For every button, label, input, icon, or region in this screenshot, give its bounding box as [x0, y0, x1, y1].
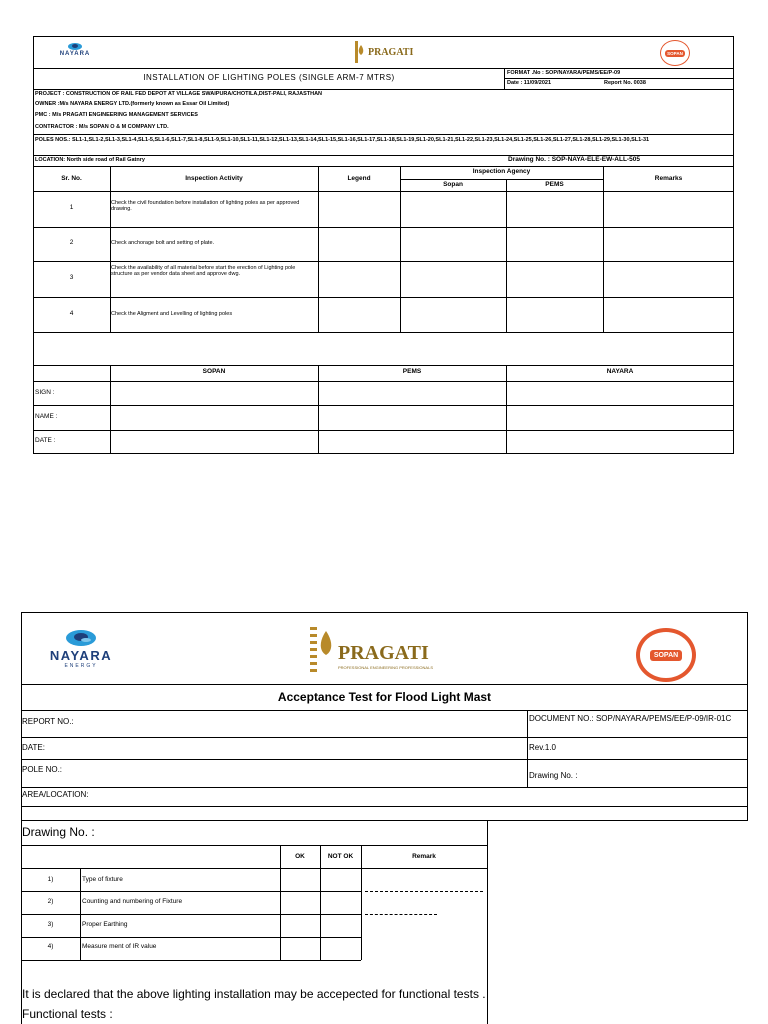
form2-drawing-no-right: Drawing No. : [529, 771, 578, 780]
form2-item-label: Measure ment of IR value [82, 943, 157, 950]
form2-item-label: Proper Earthing [82, 921, 128, 928]
form2-rev: Rev.1.0 [529, 743, 556, 752]
nayara-drop-icon [64, 628, 98, 648]
form2-header-remark: Remark [412, 853, 436, 860]
form1-date-label: DATE : [35, 437, 56, 444]
form1-row-activity: Check anchorage bolt and setting of plate. [111, 240, 215, 246]
form1-pmc: PMC : M/s PRAGATI ENGINEERING MANAGEMENT SERVICES [35, 112, 198, 118]
form2-item-label: Type of fixture [82, 876, 123, 883]
form1-owner: OWNER :M/s NAYARA ENERGY LTD.(formerly known as Essar Oil Limited) [35, 101, 230, 107]
form1-poles: POLES NOS.: SL1-1,SL1-2,SL1-3,SL1-4,SL1-5,SL1-6,SL1-7,SL1-8,SL1-9,SL1-10,SL1-11,SL1-12,SL1-13,SL1-14,SL1-15,SL1-16,SL1-17,SL1-18,SL1-19,SL1-20,SL1-21,SL1-22,SL1-23,SL1-24,SL1-25,SL1-26,SL1-27,SL1-28,SL1-29,SL1-30,SL1-31 [35, 137, 650, 143]
form1-row-activity: Check the Aligment and Levelling of lighting poles [111, 311, 233, 317]
form1-header-sopan: Sopan [443, 181, 463, 188]
form2-pole-no: POLE NO.: [22, 765, 63, 774]
form1-sign-header-pems: PEMS [402, 368, 422, 375]
form2-declaration: It is declared that the above lighting installation may be accepected for functional tests . [22, 987, 486, 1001]
form1-pragati-logo: PRAGATI [355, 41, 413, 63]
form1-header-activity: Inspection Activity [185, 175, 243, 182]
form2-report-no: REPORT NO.: [22, 717, 74, 726]
form1-sign-header-nayara: NAYARA [606, 368, 634, 375]
pragati-bars-icon [355, 41, 365, 63]
form1-header-pems: PEMS [545, 181, 564, 188]
form2-header-notok: NOT OK [327, 853, 354, 860]
form1-location: LOCATION: North side road of Rail Gatnry [35, 157, 145, 163]
form1-contractor: CONTRACTOR : M/s SOPAN O & M COMPANY LTD. [35, 124, 169, 130]
form1-row-activity: Check the availability of all material before start the erection of Lighting pole structure as per vendor data sheet and approve dwg. [111, 265, 296, 278]
form2-sopan-logo: SOPAN [636, 628, 696, 682]
form2-document-no: DOCUMENT NO.: SOP/NAYARA/PEMS/EE/P-09/IR-01C [529, 714, 732, 723]
form1-format-no: FORMAT .No : SOP/NAYARA/PEMS/EE/P-09 [507, 70, 621, 76]
form1-header-agency: Inspection Agency [472, 168, 531, 175]
form2-item-label: Counting and numbering of Fixture [82, 898, 183, 905]
form1-row-no: 1 [69, 204, 74, 211]
form2-drawing-no: Drawing No. : [22, 825, 95, 839]
form2-pragati-logo: PRAGATI PROFESSIONAL ENGINEERING PROFESSIONALS [310, 625, 433, 673]
form1-sopan-logo: SOPAN [660, 40, 690, 66]
form1-nayara-logo: NAYARA [58, 42, 92, 57]
nayara-drop-icon [67, 42, 83, 51]
form1-report-no: Report No. 0038 [604, 80, 646, 86]
form1-sign-header-sopan: SOPAN [202, 368, 226, 375]
form2-functional-tests: Functional tests : [22, 1007, 113, 1021]
form2-nayara-logo: NAYARA ENERGY [42, 628, 120, 669]
form2-date: DATE: [22, 743, 45, 752]
form1-header-legend: Legend [347, 175, 371, 182]
form1-sign-label: SIGN : [35, 389, 55, 396]
form1-date: Date : 11/09/2021 [507, 80, 552, 86]
form1-header-remarks: Remarks [654, 175, 683, 182]
form2-header-ok: OK [295, 853, 305, 860]
pragati-bars-icon [310, 625, 334, 673]
form2-title: Acceptance Test for Flood Light Mast [277, 690, 492, 704]
form2-item-no: 1) [47, 876, 54, 883]
form1-row-activity: Check the civil foundation before installation of lighting poles as per approved drawing. [111, 200, 300, 213]
form1-name-label: NAME : [35, 413, 58, 420]
form2-item-no: 3) [47, 921, 54, 928]
form1-row-no: 3 [69, 274, 74, 281]
form2-area: AREA/LOCATION: [22, 790, 89, 799]
form2-item-no: 4) [47, 943, 54, 950]
form1-header-srno: Sr. No. [61, 175, 82, 182]
form1-title: INSTALLATION OF LIGHTING POLES (SINGLE ARM-7 MTRS) [143, 73, 395, 82]
form1-drawing-no: Drawing No. : SOP-NAYA-ELE-EW-ALL-505 [508, 156, 640, 163]
form1-row-no: 4 [69, 310, 74, 317]
form1-row-no: 2 [69, 239, 74, 246]
form1-project: PROJECT : CONSTRUCTION OF RAIL FED DEPOT AT VILLAGE SWAIPURA/CHOTILA,DIST-PALI, RAJASTHAN [35, 91, 323, 97]
form2-item-no: 2) [47, 898, 54, 905]
